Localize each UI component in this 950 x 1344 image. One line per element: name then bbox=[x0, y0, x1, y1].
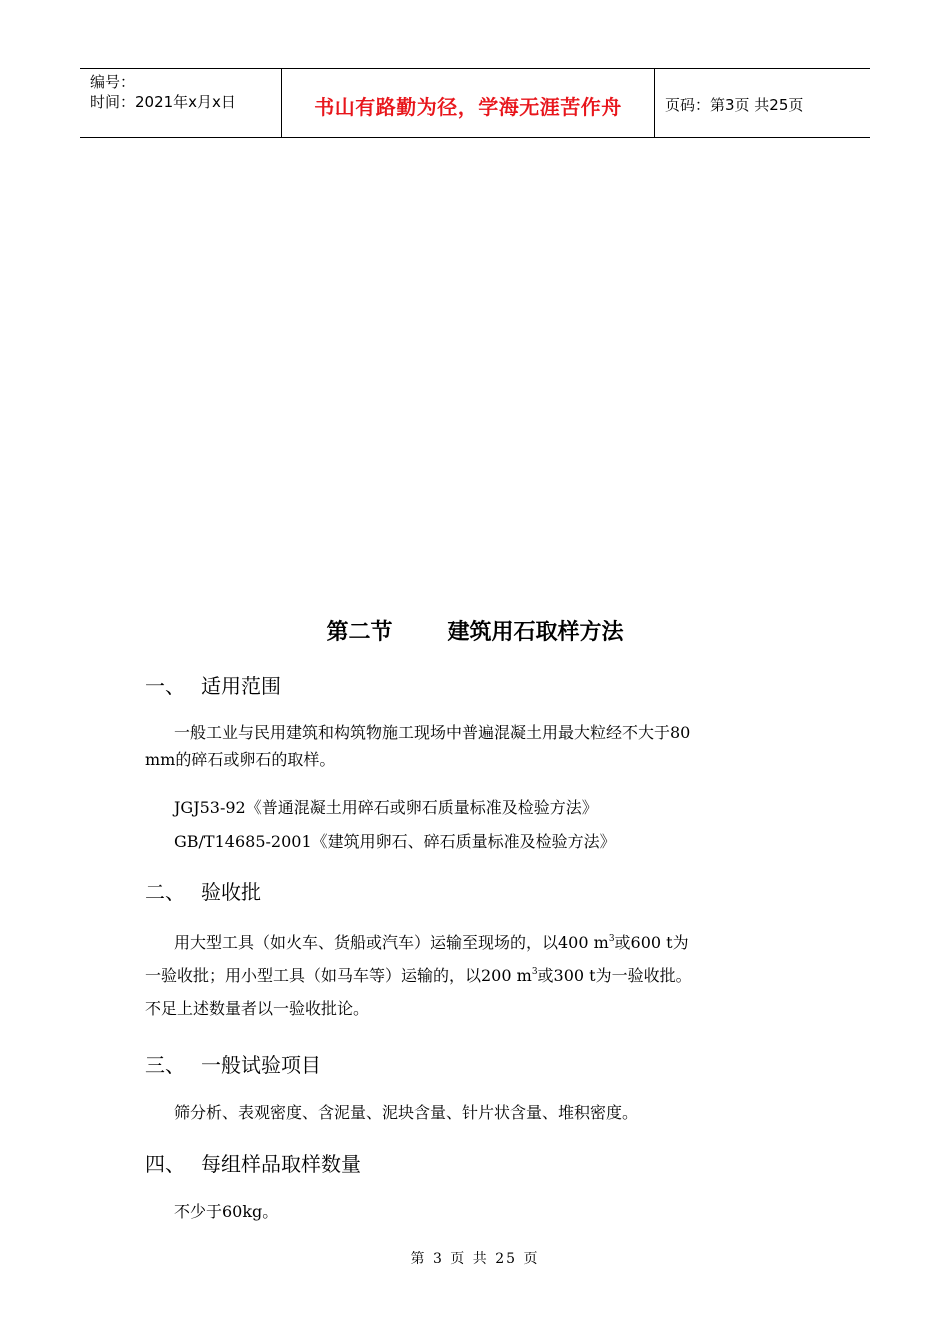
document-number-label: 编号： bbox=[90, 73, 136, 91]
batch-line bbox=[145, 959, 815, 992]
header-motto: 书山有路勤为径，学海无涯苦作舟 bbox=[314, 95, 622, 119]
heading-number: 四、 bbox=[145, 1152, 185, 1176]
header-page-info: 页码：第3页 共25页 bbox=[665, 96, 804, 114]
heading-scope bbox=[145, 670, 281, 699]
standard-reference: GB/T14685-2001《建筑用卵石、碎石质量标准及检验方法》 bbox=[174, 832, 616, 851]
section-title bbox=[0, 615, 950, 646]
scope-line: mm的碎石或卵石的取样。 bbox=[145, 750, 336, 769]
section-name: 建筑用石取样方法 bbox=[447, 620, 624, 645]
header-info-cell bbox=[80, 69, 282, 137]
quantity-paragraph: 不少于60kg。 bbox=[174, 1202, 279, 1221]
cubic-superscript: 3 bbox=[608, 934, 615, 944]
section-number: 第二节 bbox=[326, 620, 393, 645]
document-time-label: 时间：2021年x月x日 bbox=[90, 93, 236, 111]
scope-paragraph bbox=[145, 719, 815, 773]
tests-paragraph: 筛分析、表观密度、含泥量、泥块含量、针片状含量、堆积密度。 bbox=[174, 1103, 639, 1122]
heading-quantity bbox=[145, 1148, 361, 1177]
page-footer: 第 3 页 共 25 页 bbox=[410, 1251, 540, 1267]
batch-line bbox=[145, 926, 815, 959]
heading-number: 二、 bbox=[145, 880, 185, 904]
heading-batch bbox=[145, 876, 261, 905]
batch-text: 用大型工具（如火车、货船或汽车）运输至现场的，以400 m bbox=[174, 933, 609, 952]
header-motto-cell bbox=[282, 69, 655, 137]
heading-text: 每组样品取样数量 bbox=[201, 1152, 361, 1176]
heading-number: 三、 bbox=[145, 1053, 185, 1077]
standard-reference: JGJ53-92《普通混凝土用碎石或卵石质量标准及检验方法》 bbox=[174, 798, 598, 817]
heading-text: 验收批 bbox=[201, 880, 261, 904]
heading-tests bbox=[145, 1049, 321, 1078]
scope-line: 一般工业与民用建筑和构筑物施工现场中普遍混凝土用最大粒经不大于80 bbox=[174, 723, 691, 742]
batch-paragraph bbox=[145, 926, 815, 1025]
batch-text: 一验收批；用小型工具（如马车等）运输的，以200 m bbox=[145, 966, 532, 985]
header-page-cell bbox=[655, 69, 870, 137]
page-header bbox=[80, 68, 870, 138]
batch-line: 不足上述数量者以一验收批论。 bbox=[145, 999, 370, 1018]
cubic-superscript: 3 bbox=[531, 967, 538, 977]
heading-text: 适用范围 bbox=[201, 674, 281, 698]
heading-text: 一般试验项目 bbox=[201, 1053, 321, 1077]
batch-text: 或600 t为 bbox=[614, 933, 689, 952]
batch-text: 或300 t为一验收批。 bbox=[537, 966, 692, 985]
heading-number: 一、 bbox=[145, 674, 185, 698]
